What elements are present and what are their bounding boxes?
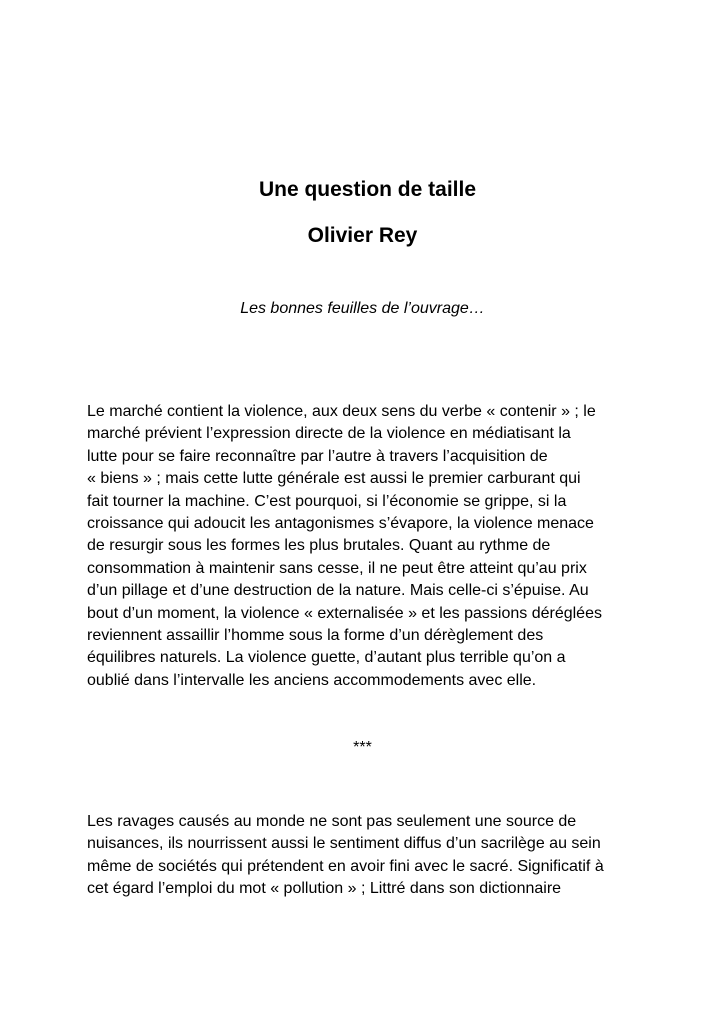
paragraph-2 xyxy=(87,811,647,901)
text-line: marché prévient l’expression directe de la violence en médiatisant la xyxy=(87,425,571,443)
document-title: Une question de taille xyxy=(258,178,477,201)
text-line: équilibres naturels. La violence guette, d’autant plus terrible qu’on a xyxy=(87,649,566,667)
paragraph-1 xyxy=(87,401,647,692)
text-line: bout d’un moment, la violence « externalisée » et les passions déréglées xyxy=(87,604,602,622)
text-line: croissance qui adoucit les antagonismes s’évapore, la violence menace xyxy=(87,515,594,533)
text-line: de resurgir sous les formes les plus brutales. Quant au rythme de xyxy=(87,537,551,555)
text-line: consommation à maintenir sans cesse, il ne peut être atteint qu’au prix xyxy=(87,559,587,577)
text-line: d’un pillage et d’une destruction de la nature. Mais celle-ci s’épuise. Au xyxy=(87,582,589,600)
text-line: « biens » ; mais cette lutte générale est aussi le premier carburant qui xyxy=(87,470,581,488)
text-line: Les ravages causés au monde ne sont pas seulement une source de xyxy=(87,813,577,830)
text-line: nuisances, ils nourrissent aussi le sentiment diffus d’un sacrilège au sein xyxy=(87,835,601,853)
text-line: fait tourner la machine. C’est pourquoi, si l’économie se grippe, si la xyxy=(87,492,567,510)
document-author: Olivier Rey xyxy=(307,224,418,247)
document-subtitle: Les bonnes feuilles de l’ouvrage… xyxy=(240,300,485,317)
text-line: reviennent assaillir l’homme sous la forme d’un dérèglement des xyxy=(87,627,544,645)
text-line: lutte pour se faire reconnaître par l’autre à travers l’acquisition de xyxy=(87,447,548,465)
text-line: oublié dans l’intervalle les anciens accommodements avec elle. xyxy=(87,671,537,689)
text-line: cet égard l’emploi du mot « pollution » ; Littré dans son dictionnaire xyxy=(87,880,562,898)
text-line: Le marché contient la violence, aux deux sens du verbe « contenir » ; le xyxy=(87,403,596,420)
text-line: même de sociétés qui prétendent en avoir fini avec le sacré. Significatif à xyxy=(87,857,604,875)
section-separator: *** xyxy=(353,739,372,756)
